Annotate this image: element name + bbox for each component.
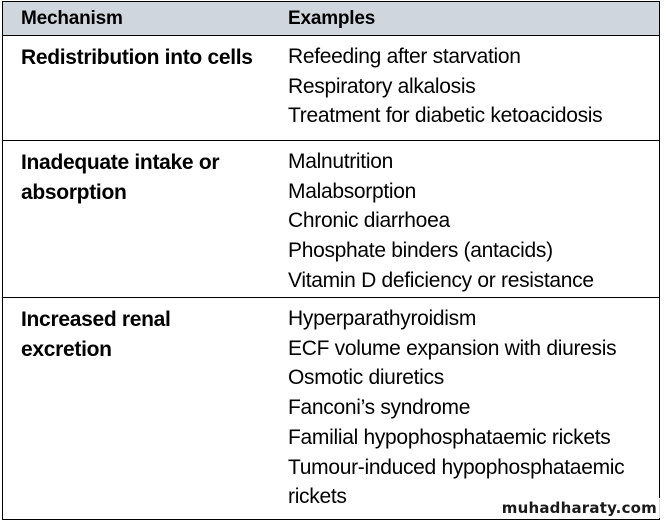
hypophosphataemia-causes-table [2, 1, 660, 520]
example-item: Malnutrition [288, 150, 393, 173]
watermark-text: muhadharaty.com [499, 498, 660, 518]
examples-column-header: Examples [288, 8, 376, 29]
example-item: Chronic diarrhoea [288, 209, 450, 233]
examples-list [288, 304, 656, 512]
mechanism-cell: Redistribution into cells [21, 46, 253, 69]
example-item: ECF volume expansion with diuresis [288, 336, 617, 360]
table-row-inadequate-intake [3, 140, 659, 297]
example-item: Hyperparathyroidism [288, 307, 477, 330]
examples-list [288, 147, 656, 296]
example-item: Vitamin D deficiency or resistance [288, 268, 594, 292]
example-item: Refeeding after starvation [288, 45, 521, 68]
mechanism-cell: Increased renal excretion [21, 308, 171, 361]
example-item: Respiratory alkalosis [288, 74, 476, 98]
example-item: Malabsorption [288, 179, 417, 203]
example-item: Treatment for diabetic ketoacidosis [288, 104, 603, 128]
table-row-redistribution [3, 36, 659, 140]
example-item: Tumour-induced hypophosphataemic rickets [288, 455, 625, 509]
mechanism-column-header: Mechanism [21, 8, 123, 29]
example-item: Osmotic diuretics [288, 366, 444, 390]
example-item: Phosphate binders (antacids) [288, 239, 553, 263]
example-item: Fanconi’s syndrome [288, 396, 471, 420]
example-item: Familial hypophosphataemic rickets [288, 425, 611, 449]
table-header [3, 2, 659, 36]
table-row-renal-excretion [3, 297, 659, 519]
examples-list [288, 42, 656, 131]
mechanism-cell: Inadequate intake or absorption [21, 151, 220, 204]
